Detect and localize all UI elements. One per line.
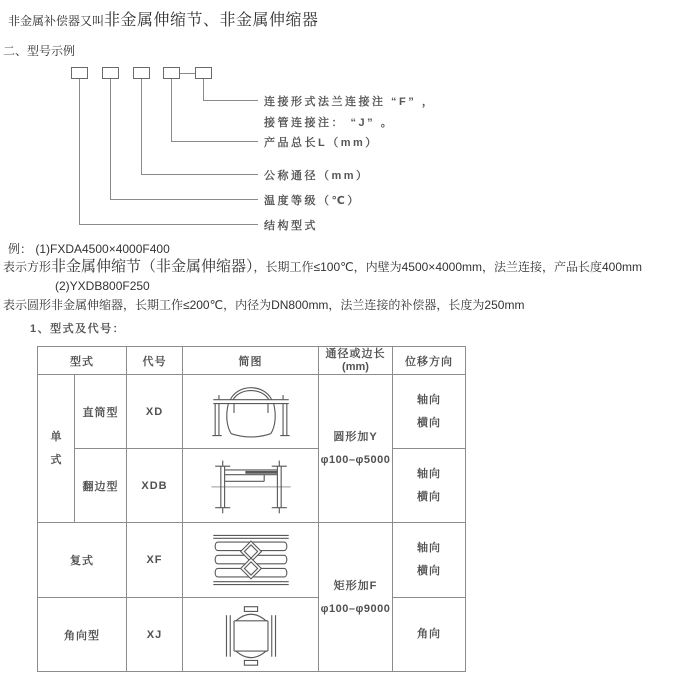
cell-code-xj: XJ: [127, 598, 183, 672]
xf-schematic-icon: [186, 527, 316, 593]
cell-type-xdb: 翻边型: [75, 449, 127, 523]
leader-vline-5: [203, 79, 204, 100]
xd-schematic-icon: [186, 379, 316, 445]
model-diagram-label-pipe-connection: 接管连接注： “J” 。: [264, 117, 395, 129]
page-title: [8, 7, 319, 30]
leader-vline-3: [141, 79, 142, 174]
table-row-xj: [38, 598, 466, 672]
leader-vline-4: [171, 79, 172, 141]
header-size-line1: 通径或边长: [325, 348, 386, 360]
cell-schematic-xf: [183, 523, 319, 598]
leader-vline-1: [79, 79, 80, 224]
section-table-heading: 1、型式及代号：: [30, 323, 126, 335]
table-row-xf: [38, 523, 466, 598]
example-desc-2: 表示圆形非金属伸缩器，长期工作≤200℃，内径为DN800mm，法兰连接的补偿器，长度为250mm: [3, 298, 525, 312]
desc1-rest: ，长期工作≤100℃，内壁为4500×4000mm，法兰连接，产品长度400mm: [253, 260, 643, 274]
dir-axial: 轴向: [417, 393, 441, 406]
cell-code-xf: XF: [127, 523, 183, 598]
type-code-table: [37, 346, 466, 672]
leader-hline-3: [141, 174, 258, 175]
model-field-box-1: [71, 67, 88, 79]
dir-lateral: 横向: [417, 565, 441, 577]
cell-type-xf: 复式: [38, 523, 127, 598]
header-direction: 位移方向: [393, 347, 466, 375]
leader-hline-4: [171, 141, 258, 142]
title-normal-text: 非金属补偿器又叫: [8, 14, 105, 28]
xj-schematic-icon: [186, 602, 316, 668]
section-model-heading: 二、型号示例: [3, 44, 76, 58]
desc1-highlight: 非金属伸缩节（非金属伸缩器）: [51, 258, 254, 275]
table-header-row: [38, 347, 466, 375]
dir-axial: 轴向: [417, 467, 441, 480]
cell-type-xj: 角向型: [38, 598, 127, 672]
table-row-xd: [38, 375, 466, 449]
model-field-box-3: [133, 67, 150, 79]
cell-code-xd: XD: [127, 375, 183, 449]
desc1-prefix: 表示方形: [3, 260, 52, 274]
cell-schematic-xd: [183, 375, 319, 449]
group-single-label: 单式: [50, 430, 62, 466]
header-type: 型式: [38, 347, 127, 375]
size-rect-line1: 矩形加F: [333, 579, 378, 592]
leader-hline-1: [79, 224, 258, 225]
dir-lateral: 横向: [417, 490, 441, 503]
cell-direction-xd: [393, 375, 466, 449]
dir-angular: 角向: [417, 628, 441, 640]
cell-size-rect: [319, 523, 393, 672]
leader-vline-2: [110, 79, 111, 199]
header-schematic: 简图: [183, 347, 319, 375]
cell-type-xd: 直筒型: [75, 375, 127, 449]
model-field-box-5: [195, 67, 212, 79]
cell-direction-xf: [393, 523, 466, 598]
model-field-box-2: [102, 67, 119, 79]
cell-size-circular: [319, 375, 393, 523]
table-row-xdb: [38, 449, 466, 523]
model-diagram-label-structure: 结构型式: [264, 220, 318, 232]
size-rect-line2: φ100–φ9000: [320, 602, 391, 615]
leader-hline-2: [110, 199, 258, 200]
leader-hline-5: [203, 100, 258, 101]
example-desc-1: [3, 255, 642, 276]
model-diagram-label-connection: 连接形式法兰连接注 “F” ，: [264, 96, 436, 108]
box-connector-line: [180, 73, 195, 74]
size-circular-line2: φ100–φ5000: [320, 454, 391, 466]
header-code: 代号: [127, 347, 183, 375]
example-line-2: (2)YXDB800F250: [55, 279, 150, 293]
model-diagram-label-temperature: 温度等级（℃）: [264, 195, 361, 207]
example-line-1: 例： (1)FXDA4500×4000F400: [8, 242, 170, 256]
model-diagram-label-length: 产品总长L（mm）: [264, 137, 379, 149]
xdb-schematic-icon: [186, 453, 316, 519]
cell-direction-xdb: [393, 449, 466, 523]
cell-direction-xj: [393, 598, 466, 672]
header-size: [319, 347, 393, 375]
dir-axial: 轴向: [417, 542, 441, 554]
dir-lateral: 横向: [417, 416, 441, 429]
cell-code-xdb: XDB: [127, 449, 183, 523]
header-size-line2: (mm): [342, 361, 369, 373]
cell-schematic-xj: [183, 598, 319, 672]
cell-schematic-xdb: [183, 449, 319, 523]
cell-group-single: [38, 375, 75, 523]
model-diagram-label-diameter: 公称通径（mm）: [264, 170, 370, 182]
title-large-text: 非金属伸缩节、非金属伸缩器: [104, 12, 319, 29]
model-field-box-4: [163, 67, 180, 79]
size-circular-line1: 圆形加Y: [333, 431, 378, 443]
